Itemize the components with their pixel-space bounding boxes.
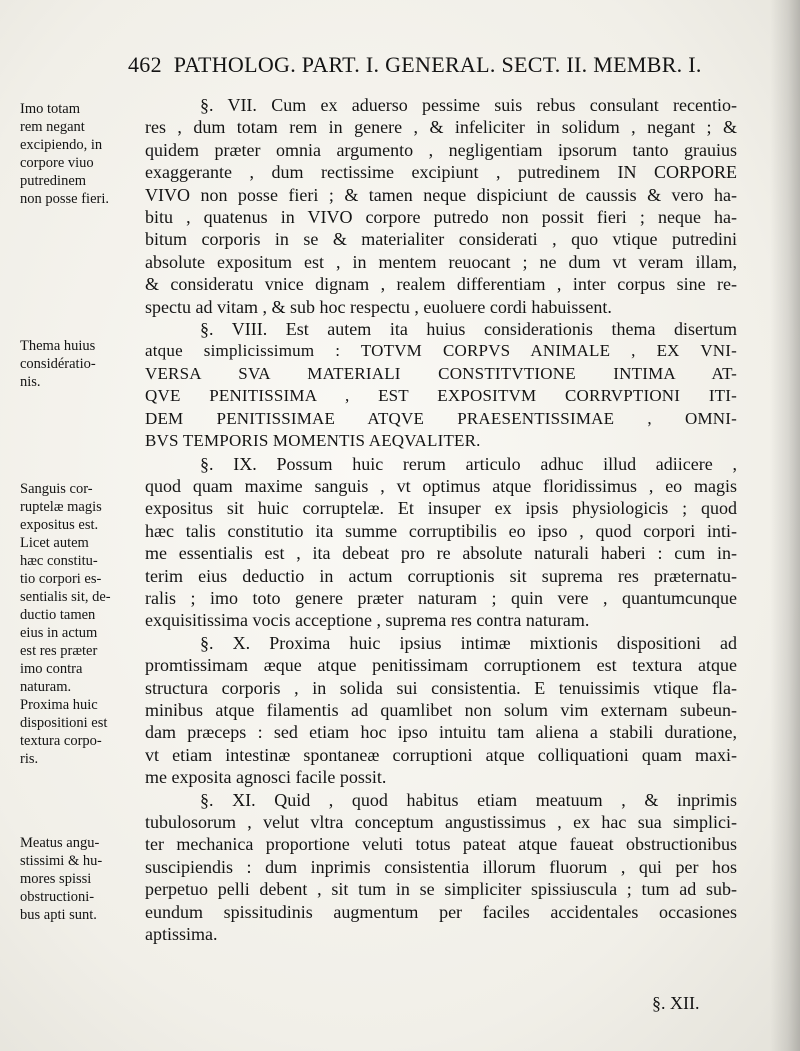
marginal-line: expositus est. xyxy=(20,517,99,533)
marginal-line: hæc constitu- xyxy=(20,553,98,569)
text-line: §. X. Proxima huic ipsius intimæ mixtionis dispositioni ad xyxy=(200,632,737,653)
marginal-line: imo contra xyxy=(20,661,83,677)
text-line: structura corporis , in solida sui consistentia. E tenuissimis vtique fla- xyxy=(145,677,737,698)
text-line: dam præceps : sed etiam hoc ipso intuitu tam aliena a stabili duratione, xyxy=(145,722,737,743)
marginal-line: Licet autem xyxy=(20,535,89,551)
marginal-line: obstructioni- xyxy=(20,889,95,905)
text-line: §. VIII. Est autem ita huius considerationis thema disertum xyxy=(200,319,737,340)
running-title: PATHOLOG. PART. I. GENERAL. SECT. II. MEMBR. I. xyxy=(173,52,702,77)
text-line: exquisitissima vocis acceptione , suprema res contra naturam. xyxy=(145,610,590,631)
paragraph-7 xyxy=(145,94,737,318)
marginal-note-3 xyxy=(20,480,128,696)
marginal-line: bus apti sunt. xyxy=(20,907,97,923)
text-line: aptissima. xyxy=(145,924,218,945)
paragraph-11 xyxy=(145,789,737,946)
marginal-note-1 xyxy=(20,100,128,208)
text-line: expositus sit huic corruptelæ. Et insuper ex ipsis physiologicis ; quod xyxy=(145,498,737,519)
text-line: VIVO non posse fieri ; & tamen neque dispiciunt de caussis & vero ha- xyxy=(145,184,737,205)
marginal-line: stissimi & hu- xyxy=(20,853,103,869)
text-line: eundum spissitudinis augmentum per faciles accidentales occasiones xyxy=(145,901,737,922)
marginal-line: naturam. xyxy=(20,679,72,695)
marginal-line: corpore viuo xyxy=(20,155,94,171)
marginal-line: dispositioni est xyxy=(20,715,108,731)
text-line: me exposita agnosci facile possit. xyxy=(145,767,387,788)
text-line: spectu ad vitam , & sub hoc respectu , euoluere cordi habuissent. xyxy=(145,296,612,317)
text-line: res , dum totam rem in genere , & infeliciter in solidum , negant ; & xyxy=(145,117,737,138)
paragraph-9 xyxy=(145,453,737,632)
text-line: §. XI. Quid , quod habitus etiam meatuum , & inprimis xyxy=(200,789,737,810)
marginal-note-2 xyxy=(20,337,128,391)
text-line: QVE PENITISSIMA , EST EXPOSITVM CORRVPTIONI ITI- xyxy=(145,386,737,406)
marginal-line: considératio- xyxy=(20,356,96,372)
text-line: ter mechanica proportione veluti totus pateat atque faueat obstructionibus xyxy=(145,834,737,855)
text-line: bitum corporis in se & materialiter considerati , quo vtique putredini xyxy=(145,229,737,250)
text-line: §. IX. Possum huic rerum articulo adhuc illud adiicere , xyxy=(200,453,737,474)
marginal-line: Proxima huic xyxy=(20,697,98,713)
marginal-line: non posse fieri. xyxy=(20,191,109,207)
text-line: minibus atque filamentis ad quamlibet non solum vim externam subeun- xyxy=(145,699,737,720)
page-number: 462 xyxy=(128,52,162,77)
text-line: absolute expositum est , in mentem reuocant ; ne dum vt veram illam, xyxy=(145,251,737,272)
text-line: terim eius deductio in actum corruptionis sit suprema res præternatu- xyxy=(145,565,737,586)
text-line: VERSA SVA MATERIALI CONSTITVTIONE INTIMA AT- xyxy=(145,363,737,383)
marginal-line: eius in actum xyxy=(20,625,98,641)
marginal-line: Meatus angu- xyxy=(20,835,100,851)
marginal-line: sentialis sit, de- xyxy=(20,589,111,605)
text-line: promtissimam æque atque penitissimam corruptionem est textura atque xyxy=(145,655,737,676)
text-line: vt etiam intestinæ spontaneæ corruptioni atque colliquationi quam maxi- xyxy=(145,744,737,765)
marginal-line: textura corpo- xyxy=(20,733,102,749)
marginal-line: tio corpori es- xyxy=(20,571,102,587)
text-line: DEM PENITISSIMAE ATQVE PRAESENTISSIMAE , OMNI- xyxy=(145,408,737,428)
text-line: quod quam maxime sanguis , vt optimus atque floridissimus , eo magis xyxy=(145,475,737,496)
text-line: quidem præter omnia argumento , negligentiam ipsorum tanto grauius xyxy=(145,139,737,160)
text-line: suscipiendis : dum inprimis consistentia illorum fluorum , qui per hos xyxy=(145,856,737,877)
marginal-line: ruptelæ magis xyxy=(20,499,102,515)
text-line: §. VII. Cum ex aduerso pessime suis rebus consulant recentio- xyxy=(200,95,737,115)
marginal-line: Imo totam xyxy=(20,101,81,117)
text-line: tubulosorum , velut vltra conceptum angustissimus , ex hac sua simplici- xyxy=(145,812,737,832)
marginal-note-5 xyxy=(20,834,128,924)
running-header xyxy=(128,52,708,78)
marginal-line: putredinem xyxy=(20,173,87,189)
paragraph-8 xyxy=(145,318,737,452)
marginal-line: Sanguis cor- xyxy=(20,481,93,497)
main-text xyxy=(145,94,737,945)
marginal-line: mores spissi xyxy=(20,871,92,887)
marginal-line: ductio tamen xyxy=(20,607,96,623)
text-line: hæc talis constitutio ita summe corruptibilis eo ipso , quod corpori inti- xyxy=(145,520,737,541)
marginal-line: ris. xyxy=(20,751,39,767)
catchword: §. XII. xyxy=(652,993,700,1013)
text-line: & consideratu vnice dignam , realem differentiam , inter corpus sine re- xyxy=(145,274,737,295)
text-line: BVS TEMPORIS MOMENTIS AEQVALITER. xyxy=(145,431,481,451)
text-line: exaggerante , dum rectissime excipiunt , putredinem IN CORPORE xyxy=(145,162,737,183)
marginal-line: nis. xyxy=(20,374,41,390)
text-line: atque simplicissimum : TOTVM CORPVS ANIMALE , EX VNI- xyxy=(145,341,737,361)
marginal-line: excipiendo, in xyxy=(20,137,103,153)
text-line: perpetuo pelli debent , sit tum in se simpliciter spissiuscula ; tum ad sub- xyxy=(145,879,737,900)
text-line: me essentialis est , ita debeat pro re absolute naturali haberi : cum in- xyxy=(145,543,737,564)
marginal-line: rem negant xyxy=(20,119,85,135)
text-line: bitu , quatenus in VIVO corpore putredo non possit fieri ; neque ha- xyxy=(145,207,737,228)
marginal-line: Thema huius xyxy=(20,338,96,354)
text-line: ralis ; imo toto genere præter naturam ; quin vere , quantumcunque xyxy=(145,587,737,608)
marginal-note-4 xyxy=(20,696,128,768)
marginal-line: est res præter xyxy=(20,643,98,659)
page-gutter-shadow xyxy=(770,0,800,1051)
paragraph-10 xyxy=(145,632,737,789)
